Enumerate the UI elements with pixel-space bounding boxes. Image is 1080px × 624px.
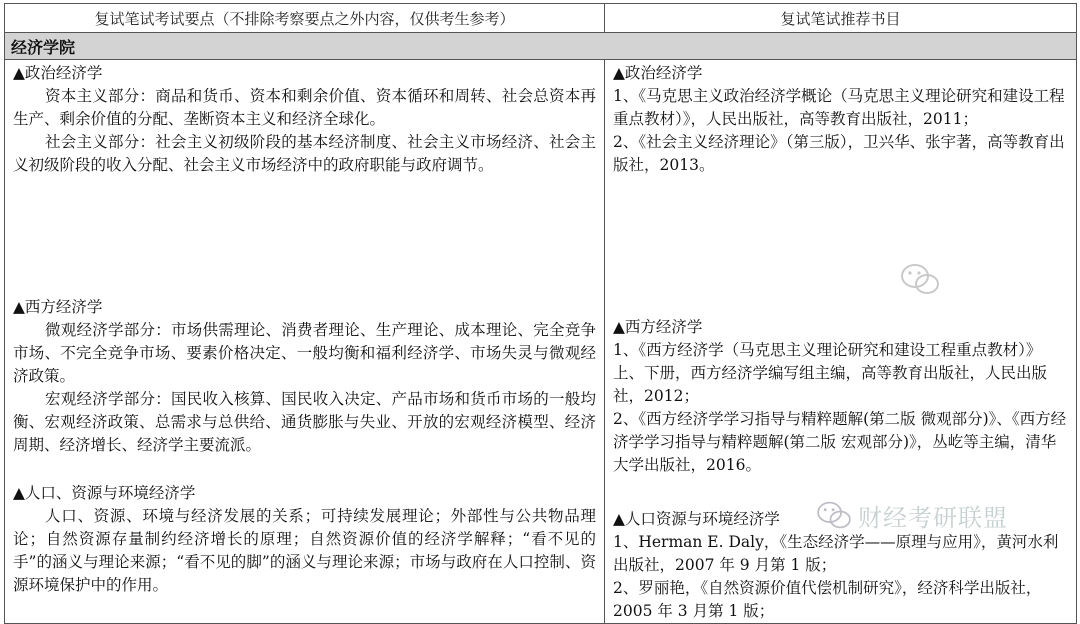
wechat-icon (816, 500, 852, 530)
book-political-1: 1、《马克思主义政治经济学概论（马克思主义理论研究和建设工程重点教材）》，人民出版社，高等教育出版社，2011； (613, 87, 1065, 128)
population-text: 人口、资源、环境与经济发展的关系；可持续发展理论；外部性与公共物品理论；自然资源存量制约经济增长的原理；自然资源价值的经济学解释；“看不见的手”的涵义与理论来源；“看不见的脚”的涵义与理论来源；市场与政府在人口控制、资源环境保护中的作用。 (13, 507, 596, 594)
table-header-row (5, 4, 1077, 33)
section-row (5, 33, 1077, 60)
book-political-2: 2、《社会主义经济理论》（第三版），卫兴华、张宇著，高等教育出版社，2013。 (613, 133, 1065, 174)
exam-points-cell (5, 60, 605, 624)
political-capitalism-text: 资本主义部分：商品和货币、资本和剩余价值、资本循环和周转、社会总资本再生产、剩余价值的分配、垄断资本主义和经济全球化。 (13, 87, 596, 128)
western-micro-text: 微观经济学部分：市场供需理论、消费者理论、生产理论、成本理论、完全竞争市场、不完全竞争市场、要素价格决定、一般均衡和福利经济学、市场失灵与微观经济政策。 (13, 321, 596, 385)
western-economics-books (613, 316, 1068, 508)
political-economy-points (13, 62, 596, 296)
political-heading: ▲政治经济学 (13, 64, 103, 82)
books-political-heading: ▲政治经济学 (613, 64, 703, 82)
population-economics-points (13, 482, 596, 597)
header-recommended-books: 复试笔试推荐书目 (605, 4, 1077, 33)
western-macro-text: 宏观经济学部分：国民收入核算、国民收入决定、产品市场和货币市场的一般均衡、宏观经济政策、总需求与总供给、通货膨胀与失业、开放的宏观经济模型、经济周期、经济增长、经济学主要流派。 (13, 390, 596, 454)
book-population-2: 2、罗丽艳，《自然资源价值代偿机制研究》，经济科学出版社，2005 年 3 月第 1 版； (613, 579, 1042, 620)
wechat-logo-icon (900, 262, 940, 300)
watermark (816, 495, 1066, 535)
header-exam-points: 复试笔试考试要点（不排除考察要点之外内容，仅供考生参考） (5, 4, 605, 33)
watermark-text: 财经考研联盟 (858, 503, 1008, 532)
western-economics-points (13, 296, 596, 482)
book-western-2: 2、《西方经济学学习指导与精粹题解(第二版 微观部分)》、《西方经济学学习指导与精粹题解(第二版 宏观部分)》，丛屹等主编，清华大学出版社，2016。 (613, 410, 1067, 474)
books-western-heading: ▲西方经济学 (613, 318, 703, 336)
content-row (5, 60, 1077, 624)
book-population-1: 1、Herman E. Daly，《生态经济学——原理与应用》，黄河水利出版社，2007 年 9 月第 1 版； (613, 533, 1059, 574)
book-western-1: 1、《西方经济学（马克思主义理论研究和建设工程重点教材）》上、下册，西方经济学编写组主编，高等教育出版社，人民出版社，2012； (613, 341, 1048, 405)
section-title: 经济学院 (5, 33, 1077, 60)
political-socialism-text: 社会主义部分：社会主义初级阶段的基本经济制度、社会主义市场经济、社会主义初级阶段的收入分配、社会主义市场经济中的政府职能与政府调节。 (13, 133, 596, 174)
books-cell (605, 60, 1077, 624)
books-population-heading: ▲人口资源与环境经济学 (613, 510, 780, 528)
political-economy-books (613, 62, 1068, 316)
population-heading: ▲人口、资源与环境经济学 (13, 484, 196, 502)
western-heading: ▲西方经济学 (13, 298, 103, 316)
